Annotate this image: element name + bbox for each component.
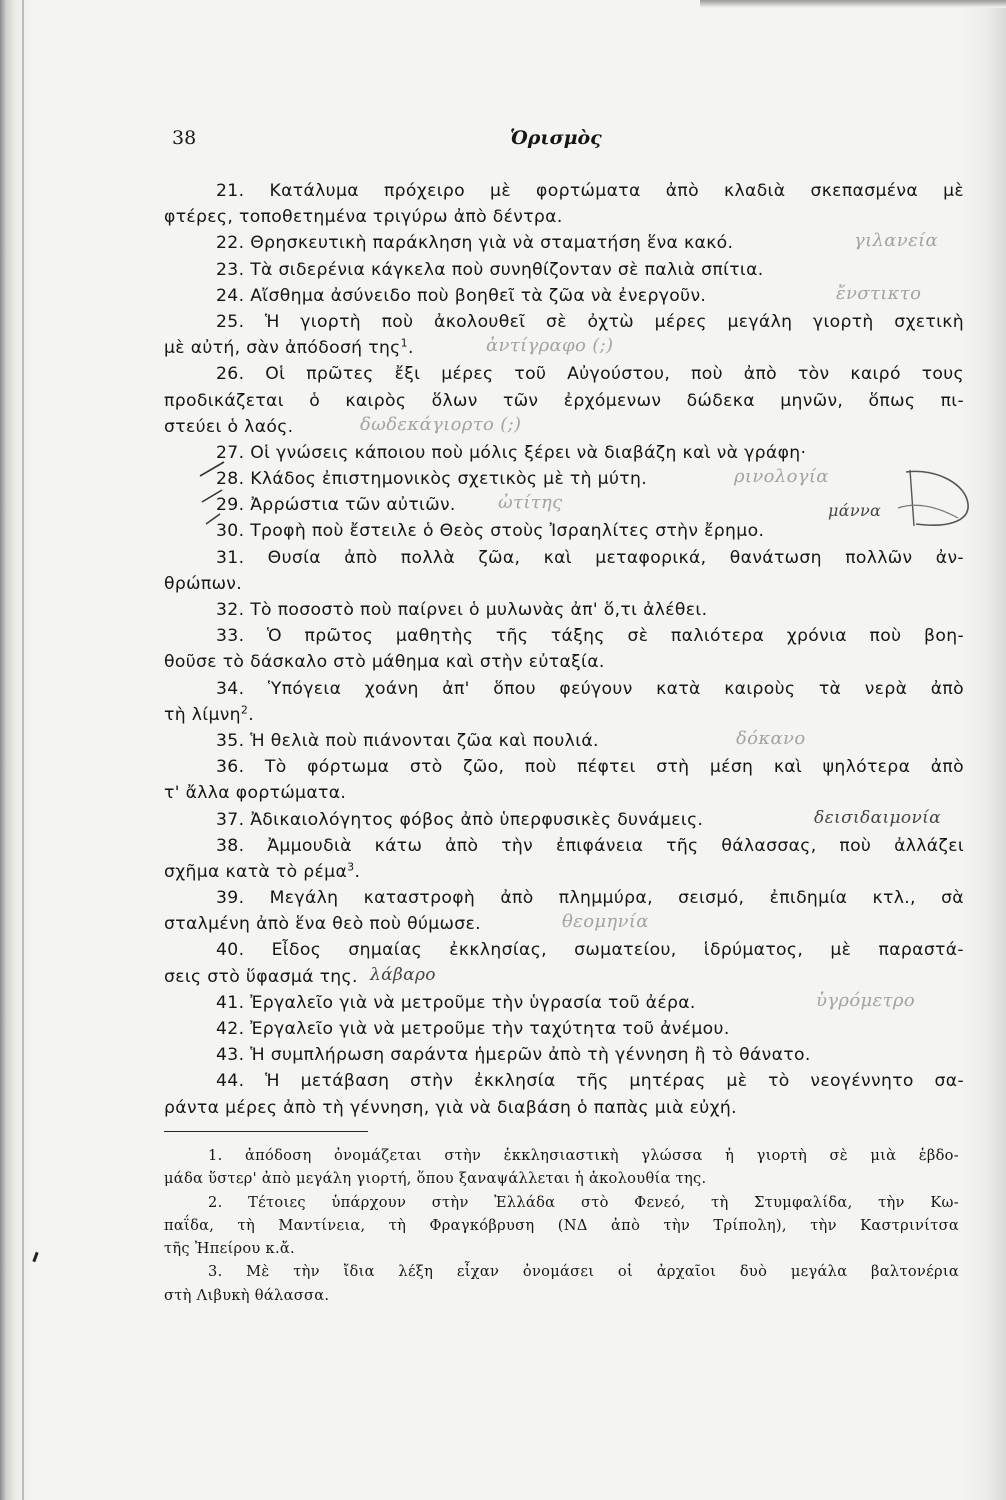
entry-38-text: σχῆμα κατὰ τὸ ρέμα xyxy=(164,861,348,882)
handwritten-answer-25: ἀντίγραφο (;) xyxy=(486,335,614,357)
page-number: 38 xyxy=(172,127,197,149)
handwritten-answer-41: ὑγρόμετρο xyxy=(816,989,916,1011)
entry-26-line-1: 26. Οἱ πρῶτες ἔξι μέρες τοῦ Αὐγούστου, ποὺ ἀπὸ τὸν καιρό τους xyxy=(216,364,964,385)
handwritten-answer-29: ὠτίτης xyxy=(498,492,563,514)
entry-44-line-1: 44. Ἡ μετάβαση στὴν ἐκκλησία τῆς μητέρας μὲ τὸ νεογέννητο σα- xyxy=(216,1071,964,1092)
footnote-ref-3[interactable]: 3 xyxy=(347,860,355,874)
footnote-1-line-1: 1. ἀπόδοση ὀνομάζεται στὴν ἐκκλησιαστικὴ γλώσσα ἡ γιορτὴ σὲ μιὰ ἑβδο- xyxy=(208,1147,959,1164)
entry-22-line-1 xyxy=(164,230,964,256)
handwritten-answer-35: δόκανο xyxy=(736,727,806,749)
scan-top-shadow xyxy=(700,0,1006,8)
entry-40-text: σεις στὸ ὕφασμά της. xyxy=(164,966,358,987)
entry-39-text: σταλμένη ἀπὸ ἕνα θεὸ ποὺ θύμωσε. xyxy=(164,914,481,935)
entry-32-line-1: 32. Τὸ ποσοστὸ ποὺ παίρνει ὁ μυλωνὰς ἀπ' ὅ,τι ἀλέθει. xyxy=(216,600,708,620)
entry-28-line-1 xyxy=(164,466,964,492)
entry-30-text: 30. Τροφὴ ποὺ ἔστειλε ὁ Θεὸς στοὺς Ἰσραηλίτες στὴν ἔρημο. xyxy=(216,521,765,542)
footnote-ref-1[interactable]: 1 xyxy=(400,336,408,350)
entry-26-text: στεύει ὁ λαός. xyxy=(164,416,294,437)
entry-24-line-1 xyxy=(164,283,964,309)
entry-23-line-1: 23. Τὰ σιδερένια κάγκελα ποὺ συνηθίζονταν σὲ παλιὰ σπίτια. xyxy=(216,259,764,280)
entry-34-text: τὴ λίμνη xyxy=(164,704,241,725)
bleed-through-edge xyxy=(960,0,1006,1500)
handwritten-answer-28: ρινολογία xyxy=(734,466,829,488)
footnote-1-line-2: μάδα ὕστερ' ἀπὸ μεγάλη γιορτή, ὅπου ξαναψάλλεται ἡ ἀκολουθία της. xyxy=(164,1170,707,1188)
entry-38-line-2: σχῆμα κατὰ τὸ ρέμα$^3$. xyxy=(164,860,361,882)
entry-25-line-2: μὲ αὐτή, σὰν ἀπόδοσή της$^1$. ἀντίγραφο (;) xyxy=(164,335,614,359)
handwritten-answer-26: δωδεκάγιορτο (;) xyxy=(360,413,522,435)
footnote-divider xyxy=(164,1131,368,1132)
entry-43-line-1: 43. Ἡ συμπλήρωση σαράντα ἡμερῶν ἀπὸ τὴ γέννηση ἢ τὸ θάνατο. xyxy=(216,1045,811,1066)
handwritten-bracket-mark xyxy=(896,462,974,534)
entry-28-text: 28. Κλάδος ἐπιστημονικὸς σχετικὸς μὲ τὴ μύτη. xyxy=(216,469,648,490)
entry-44-line-2: ράντα μέρες ἀπὸ τὴ γέννηση, γιὰ νὰ διαβάση ὁ παπὰς μιὰ εὐχή. xyxy=(164,1097,737,1118)
entry-36-line-1: 36. Τὸ φόρτωμα στὸ ζῶο, ποὺ πέφτει στὴ μέση καὶ ψηλότερα ἀπὸ xyxy=(216,757,964,778)
entry-40-line-2 xyxy=(164,964,964,990)
entry-29-text: 29. Ἀρρώστια τῶν αὐτιῶν. xyxy=(216,495,456,516)
handwritten-answer-39: θεομηνία xyxy=(562,911,649,933)
handwritten-answer-22: γιλανεία xyxy=(854,230,938,252)
scanned-page-binding-edge xyxy=(0,0,34,1500)
footnote-2-line-2: παΐδα, τὴ Μαντίνεια, τὴ Φραγκόβρυση (ΝΔ ἀπὸ τὴν Τρίπολη), τὴν Καστρινίτσα xyxy=(164,1216,959,1234)
running-title: Ὁρισμὸς xyxy=(510,127,602,149)
entry-21-line-2: φτέρες, τοποθετημένα τριγύρω ἀπὸ δέντρα. xyxy=(164,207,563,228)
entry-33-line-2: θοῦσε τὸ δάσκαλο στὸ μάθημα καὶ στὴν εὐταξία. xyxy=(164,652,605,673)
footnotes xyxy=(164,1144,959,1307)
entry-37-text: 37. Ἀδικαιολόγητος φόβος ἀπὸ ὑπερφυσικὲς δυνάμεις. xyxy=(216,809,704,830)
entry-24-text: 24. Αἴσθημα ἀσύνειδο ποὺ βοηθεῖ τὰ ζῶα νὰ ἐνεργοῦν. xyxy=(216,285,707,306)
entry-37-line-1 xyxy=(164,807,964,833)
entry-41-text: 41. Ἐργαλεῖο γιὰ νὰ μετροῦμε τὴν ὑγρασία τοῦ ἀέρα. xyxy=(216,992,696,1013)
entry-38-line-1: 38. Ἀμμουδιὰ κάτω ἀπὸ τὴν ἐπιφάνεια τῆς θάλασσας, ποὺ ἀλλάζει xyxy=(216,835,964,856)
entry-21-line-1: 21. Κατάλυμα πρόχειρο μὲ φορτώματα ἀπὸ κλαδιὰ σκεπασμένα μὲ xyxy=(216,181,964,201)
footnote-2-line-1: 2. Τέτοιες ὑπάρχουν στὴν Ἑλλάδα στὸ Φενεό, τὴ Στυμφαλίδα, τὴν Κω- xyxy=(208,1193,959,1211)
handwritten-answer-40: λάβαρο xyxy=(370,964,436,985)
entry-27-line-1: 27. Οἱ γνώσεις κάποιου ποὺ μόλις ξέρει νὰ διαβάζη καὶ νὰ γράφη· xyxy=(216,442,807,463)
footnote-ref-2[interactable]: 2 xyxy=(240,703,249,717)
page-header xyxy=(0,127,1006,157)
entry-35-text: 35. Ἡ θελιὰ ποὺ πιάνονται ζῶα καὶ πουλιά. xyxy=(216,730,599,751)
entry-41-line-1 xyxy=(164,990,964,1016)
entry-22-text: 22. Θρησκευτικὴ παράκληση γιὰ νὰ σταματήση ἕνα κακό. xyxy=(216,233,734,254)
entry-26-line-2: προδικάζεται ὁ καιρὸς ὅλων τῶν ἐρχόμενων δώδεκα μηνῶν, ὅπως πι- xyxy=(164,390,964,411)
entry-26-line-3 xyxy=(164,414,964,440)
entry-25-text: μὲ αὐτή, σὰν ἀπόδοσή της xyxy=(164,338,401,359)
footnote-3-line-2: στὴ Λιβυκὴ θάλασσα. xyxy=(164,1286,330,1304)
footnote-2-line-3: τῆς Ἠπείρου κ.ἄ. xyxy=(164,1240,295,1258)
entry-40-line-1: 40. Εἶδος σημαίας ἐκκλησίας, σωματείου, ἱδρύματος, μὲ παραστά- xyxy=(216,940,964,961)
entry-39-line-1: 39. Μεγάλη καταστροφὴ ἀπὸ πλημμύρα, σεισμό, ἐπιδημία κτλ., σὰ xyxy=(216,888,964,909)
entry-34-line-1: 34. Ὑπόγεια χοάνη ἀπ' ὅπου φεύγουν κατὰ καιροὺς τὰ νερὰ ἀπὸ xyxy=(216,678,964,699)
footnote-3-line-1: 3. Μὲ τὴν ἴδια λέξη εἶχαν ὀνομάσει οἱ ἀρχαῖοι δυὸ μεγάλα βαλτονέρια xyxy=(208,1263,959,1281)
entry-36-line-2: τ' ἄλλα φορτώματα. xyxy=(164,783,347,804)
handwritten-answer-30: μάννα xyxy=(828,501,882,521)
entry-31-line-2: θρώπων. xyxy=(164,573,243,594)
handwritten-answer-24: ἔνστικτο xyxy=(836,282,922,304)
entry-42-line-1: 42. Ἐργαλεῖο γιὰ νὰ μετροῦμε τὴν ταχύτητα τοῦ ἀνέμου. xyxy=(216,1019,730,1039)
entry-33-line-1: 33. Ὁ πρῶτος μαθητὴς τῆς τάξης σὲ παλιότερα χρόνια ποὺ βοη- xyxy=(216,626,964,647)
exercise-list xyxy=(164,178,964,1121)
entry-35-line-1 xyxy=(164,728,964,754)
entry-31-line-1: 31. Θυσία ἀπὸ πολλὰ ζῶα, καὶ μεταφορικά, θανάτωση πολλῶν ἀν- xyxy=(216,547,964,568)
entry-39-line-2 xyxy=(164,911,964,937)
entry-25-line-1: 25. Ἡ γιορτὴ ποὺ ἀκολουθεῖ σὲ ὀχτὼ μέρες μεγάλη γιορτὴ σχετικὴ xyxy=(216,311,964,332)
handwritten-answer-37: δεισιδαιμονία xyxy=(814,807,941,828)
entry-34-line-2: τὴ λίμνη$^2$. xyxy=(164,703,255,725)
